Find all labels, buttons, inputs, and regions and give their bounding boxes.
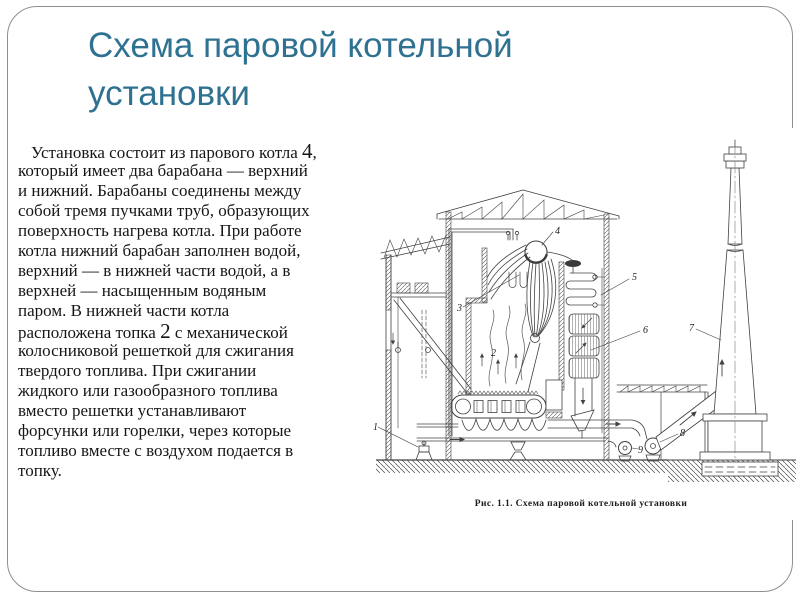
body-text-line: топливо вместе с воздухом подается в — [18, 441, 294, 460]
flue-gas-ducts — [548, 420, 647, 447]
chain-grate — [451, 380, 562, 460]
diagram-label-8: 8 — [680, 428, 685, 439]
chimney — [700, 140, 778, 478]
diagram-label-6: 6 — [643, 325, 648, 336]
body-text-line: котла нижний барабан заполнен водой, — [18, 241, 301, 260]
body-text-line: Установка состоит из парового котла 4, — [31, 139, 317, 163]
body-text-line: форсунки или горелки, через которые — [18, 421, 292, 440]
body-text-line: жидкого или газообразного топлива — [18, 381, 278, 400]
body-text-line: собой тремя пучками труб, образующих — [18, 201, 310, 220]
figure-caption: Рис. 1.1. Схема паровой котельной установки — [474, 499, 688, 509]
body-text-line: верхней — насыщенным водяным — [18, 281, 267, 300]
body-paragraph — [18, 141, 317, 481]
body-text-line: который имеет два барабана — верхний — [18, 161, 308, 180]
diagram-label-7: 7 — [689, 323, 694, 334]
diagram-labels — [373, 226, 695, 456]
fuel-gallery-building — [381, 235, 471, 460]
body-text-line: вместо решетки устанавливают — [18, 401, 247, 420]
diagram-label-3: 3 — [457, 303, 462, 314]
body-text-line: колосниковой решеткой для сжигания — [18, 341, 294, 360]
body-text-line: верхний — в нижней части водой, а в — [18, 261, 291, 280]
diagram-label-2: 2 — [491, 348, 496, 359]
body-text-line: твердого топлива. При сжигании — [18, 361, 257, 380]
body-text-line: расположена топка 2 с механической — [18, 319, 288, 343]
diagram-label-1: 1 — [373, 422, 378, 433]
diagram-label-5: 5 — [632, 272, 637, 283]
page-title: Схема паровой котельной установки — [88, 26, 513, 113]
diagram-label-9: 9 — [638, 445, 643, 456]
body-text-line: и нижний. Барабаны соединены между — [18, 181, 302, 200]
boiler-figure — [370, 128, 800, 520]
body-text-line: топку. — [18, 461, 62, 480]
body-text-line: паром. В нижней части котла — [18, 301, 230, 320]
boiler-diagram — [370, 128, 800, 503]
diagram-label-4: 4 — [555, 226, 560, 237]
body-text-line: поверхность нагрева котла. При работе — [18, 221, 302, 240]
